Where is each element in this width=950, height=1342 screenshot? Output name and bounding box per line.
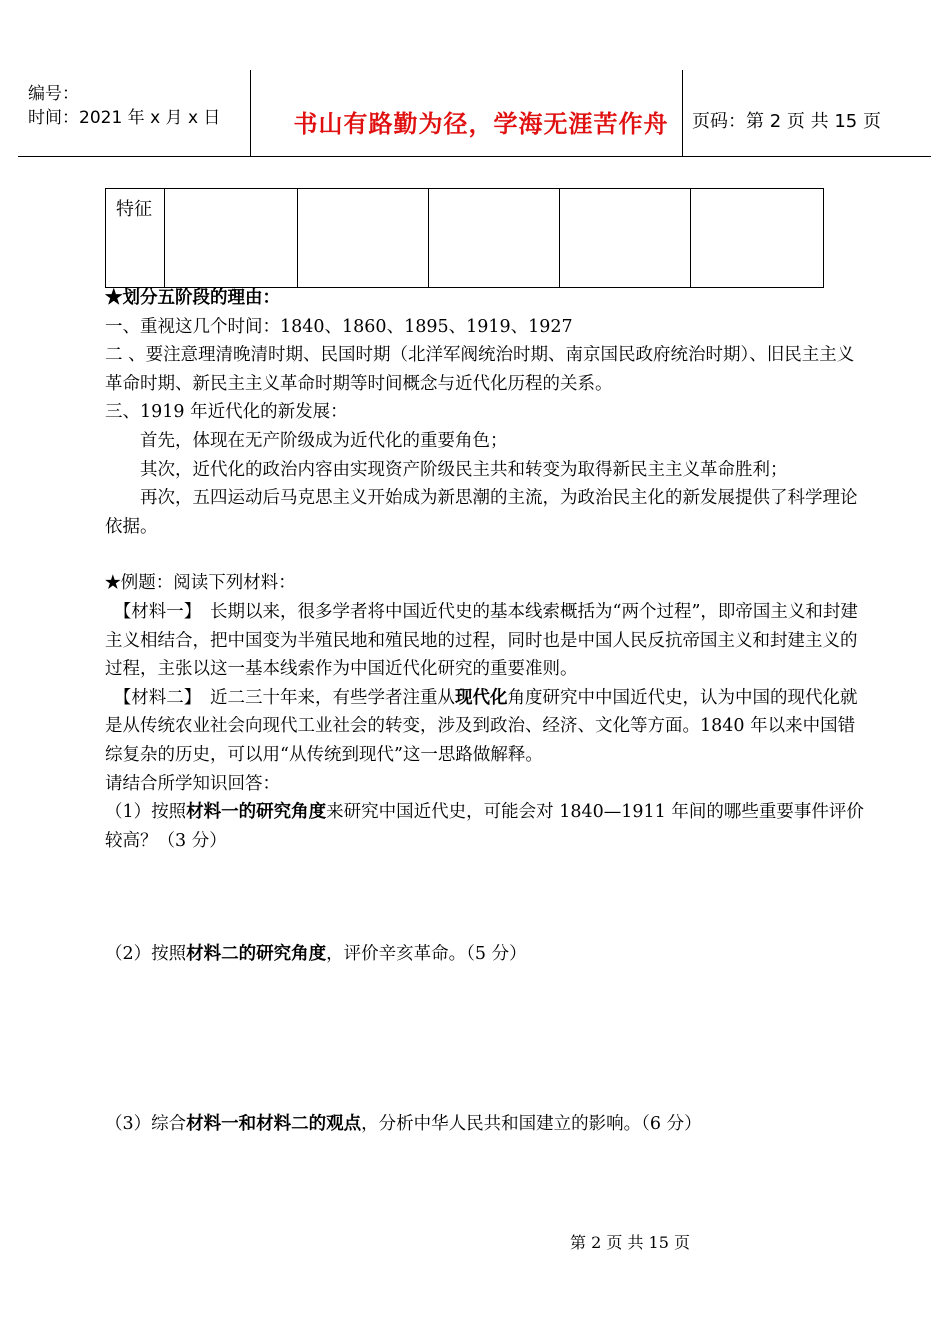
page-header <box>18 70 931 157</box>
header-divider <box>682 70 683 156</box>
table-cell <box>429 189 560 288</box>
question-3-pre: （3）综合 <box>105 1114 187 1134</box>
table-cell <box>165 189 298 288</box>
reason-subitem: 再次，五四运动后马克思主义开始成为新思潮的主流，为政治民主化的新发展提供了科学理论依据。 <box>105 488 858 537</box>
question-2-post: ，评价辛亥革命。（5 分） <box>326 944 527 964</box>
material-one <box>105 598 865 684</box>
header-divider <box>250 70 251 156</box>
material-two-emphasis: 现代化 <box>455 687 508 708</box>
reason-item: 三、1919 年近代化的新发展： <box>105 402 348 423</box>
question-1 <box>105 798 865 855</box>
example-title-text: 例题：阅读下列材料： <box>120 573 296 594</box>
table-cell <box>691 189 824 288</box>
star-icon: ★ <box>105 573 121 594</box>
example-title <box>105 569 865 598</box>
material-two-label: 【材料二】 <box>122 687 193 708</box>
header-page-info: 页码：第 2 页 共 15 页 <box>692 111 881 132</box>
feature-table <box>105 188 824 288</box>
header-motto: 书山有路勤为径，学海无涯苦作舟 <box>293 110 669 138</box>
header-meta <box>28 82 220 130</box>
material-one-text: 长期以来，很多学者将中国近代史的基本线索概括为“两个过程”，即帝国主义和封建主义相结合，把中国变为半殖民地和殖民地的过程，同时也是中国人民反抗帝国主义和封建主义的过程，主张以这一基本线索作为中国近代化研究的重要准则。 <box>105 601 858 680</box>
question-1-post: 来研究中国近代史，可能会对 1840—1911 年间的哪些重要事件评价较高？（3 分） <box>105 802 864 851</box>
question-2-pre: （2）按照 <box>105 944 187 964</box>
reasons-title: ★划分五阶段的理由： <box>105 288 280 308</box>
question-1-pre: （1）按照 <box>105 802 187 823</box>
reason-item: 二 、要注意理清晚清时期、民国时期（北洋军阀统治时期、南京国民政府统治时期）、旧民主主义革命时期、新民主主义革命时期等时间概念与近代化历程的关系。 <box>105 345 855 394</box>
reason-subitem: 其次，近代化的政治内容由实现资产阶级民主共和转变为取得新民主主义革命胜利； <box>140 459 788 480</box>
material-two <box>105 684 865 770</box>
table-cell <box>298 189 429 288</box>
question-2-emphasis: 材料二的研究角度 <box>186 944 327 964</box>
reason-subitem: 首先，体现在无产阶级成为近代化的重要角色； <box>140 430 508 451</box>
table-cell <box>560 189 691 288</box>
table-row-label: 特征 <box>106 189 165 288</box>
question-3-emphasis: 材料一和材料二的观点 <box>186 1114 362 1134</box>
reason-item: 一、重视这几个时间：1840、1860、1895、1919、1927 <box>105 316 573 337</box>
main-content <box>105 284 865 855</box>
page-footer: 第 2 页 共 15 页 <box>570 1233 690 1252</box>
question-3 <box>105 1110 865 1139</box>
material-two-text-cont: 角度研究中中国近代史，认为中国的现代化就是从传统农业社会向现代工业社会的转变，涉及到政治、经济、文化等方面。1840 年以来中国错综复杂的历史，可以用“从传统到现代”这一思路做解释。 <box>105 687 858 765</box>
question-1-emphasis: 材料一的研究角度 <box>186 802 327 823</box>
material-two-text: 近二三十年来，有些学者注重从 <box>210 687 455 708</box>
serial-label: 编号： <box>28 84 79 104</box>
material-one-label: 【材料一】 <box>122 601 193 622</box>
question-prompt: 请结合所学知识回答： <box>105 773 280 794</box>
question-3-post: ，分析中华人民共和国建立的影响。（6 分） <box>361 1114 702 1134</box>
table-row <box>106 189 824 288</box>
time-label: 时间：2021 年 x 月 x 日 <box>28 108 221 128</box>
question-2 <box>105 940 865 969</box>
